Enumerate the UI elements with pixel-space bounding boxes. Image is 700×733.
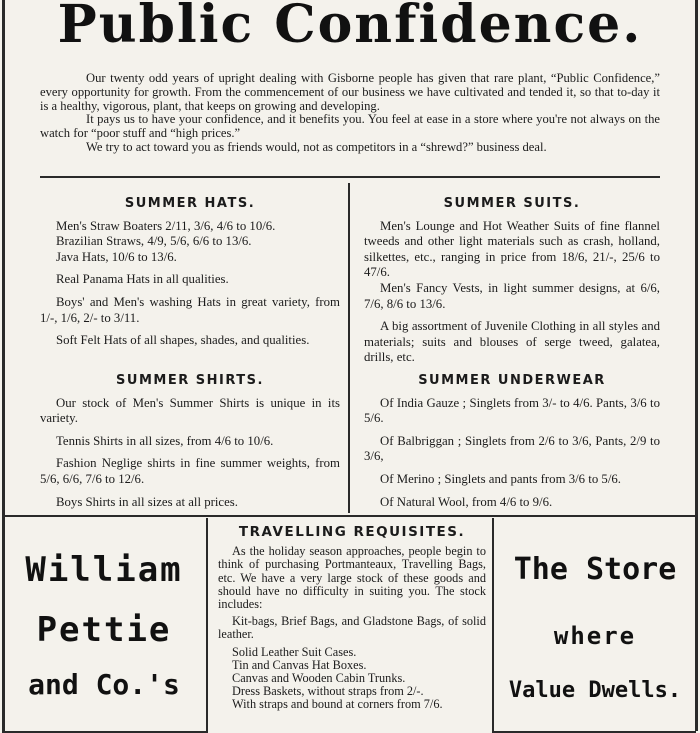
- right-ad-line: Value Dwells.: [508, 678, 682, 703]
- intro-paragraph: It pays us to have your confidence, and it benefits you. You feel at ease in a store where you're not always on the watch for “poor stuff and “high prices.”: [40, 112, 660, 141]
- item-line: Men's Straw Boaters 2/11, 3/6, 4/6 to 10/6.: [56, 218, 276, 233]
- item-line: Men's Fancy Vests, in light summer designs, at 6/6, 7/6, 8/6 to 13/6.: [364, 280, 660, 311]
- item-line: Of Balbriggan ; Singlets from 2/6 to 3/6, Pants, 2/9 to 3/6,: [364, 433, 660, 464]
- section-heading: TRAVELLING REQUISITES.: [238, 524, 466, 540]
- top-divider: [40, 176, 660, 178]
- item-line: A big assortment of Juvenile Clothing in all styles and materials; suits and blouses of serge tweed, galatea, drills, etc.: [364, 319, 660, 365]
- summer-underwear-section: [364, 373, 660, 510]
- item-line: With straps and bound at corners from 7/6.: [232, 697, 443, 712]
- intro-paragraph: Our twenty odd years of upright dealing with Gisborne people has given that rare plant, “Public Confidence,” every opportunity for growth. From the commencement of our business we have cultivated and tended it, so that to-day it is a healthy, vigorous, plant, that keeps on growing and developing.: [40, 71, 660, 113]
- left-ad-line: Pettie: [36, 610, 172, 650]
- intro-paragraph: We try to act toward you as friends would, not as competitors in a “shrewd?” business deal.: [86, 139, 547, 154]
- item-line: Boys Shirts in all sizes at all prices.: [56, 494, 238, 509]
- item-line: Boys' and Men's washing Hats in great variety, from 1/-, 1/6, 2/- to 3/11.: [40, 294, 340, 325]
- summer-hats-section: [40, 196, 340, 349]
- item-line: Tennis Shirts in all sizes, from 4/6 to 10/6.: [56, 433, 274, 448]
- intro-text: [40, 72, 660, 155]
- section-heading: SUMMER SHIRTS.: [116, 373, 264, 388]
- travelling-requisites-section: [218, 526, 486, 712]
- item-line: Our stock of Men's Summer Shirts is unique in its variety.: [40, 395, 340, 426]
- item-line: Tin and Canvas Hat Boxes.: [232, 657, 367, 672]
- section-heading: SUMMER SUITS.: [443, 196, 581, 211]
- item-line: Dress Baskets, without straps from 2/-.: [232, 684, 424, 699]
- item-line: Real Panama Hats in all qualities.: [56, 272, 229, 287]
- page-title: Public Confidence.: [57, 0, 643, 55]
- right-ad-line: where: [553, 622, 637, 650]
- item-line: Of Natural Wool, from 4/6 to 9/6.: [380, 494, 553, 509]
- item-line: Fashion Neglige shirts in fine summer weights, from 5/6, 6/6, 7/6 to 12/6.: [40, 456, 340, 486]
- summer-suits-section: [364, 196, 660, 366]
- section-heading: SUMMER HATS.: [124, 196, 256, 211]
- item-line: Of Merino ; Singlets and pants from 3/6 to 5/6.: [380, 471, 621, 486]
- column-divider: [348, 183, 350, 513]
- item-line: Men's Lounge and Hot Weather Suits of fine flannel tweeds and other light materials such as crash, holland, silkettes, etc., ranging in price from 18/6, 21/-, 25/6 to 47/6.: [364, 218, 660, 280]
- item-line: Kit-bags, Brief Bags, and Gladstone Bags, of solid leather.: [218, 614, 486, 642]
- item-line: Java Hats, 10/6 to 13/6.: [56, 249, 177, 264]
- item-line: Canvas and Wooden Cabin Trunks.: [232, 671, 406, 686]
- item-line: Brazilian Straws, 4/9, 5/6, 6/6 to 13/6.: [56, 234, 252, 249]
- item-line: As the holiday season approaches, people begin to think of purchasing Portmanteaux, Travelling Bags, etc. We have a very large stock of these goods and should have no difficulty in suiting you. The stock includes:: [218, 544, 486, 612]
- item-line: Of India Gauze ; Singlets from 3/- to 4/6. Pants, 3/6 to 5/6.: [364, 395, 660, 426]
- left-ad-line: and Co.'s: [28, 668, 180, 701]
- summer-shirts-section: [40, 373, 340, 510]
- left-ad-line: William: [25, 550, 183, 590]
- middle-divider: [2, 515, 698, 517]
- right-ad-line: The Store: [513, 552, 677, 587]
- section-heading: SUMMER UNDERWEAR: [418, 373, 606, 388]
- item-line: Solid Leather Suit Cases.: [232, 644, 357, 659]
- item-line: Soft Felt Hats of all shapes, shades, and qualities.: [56, 333, 310, 348]
